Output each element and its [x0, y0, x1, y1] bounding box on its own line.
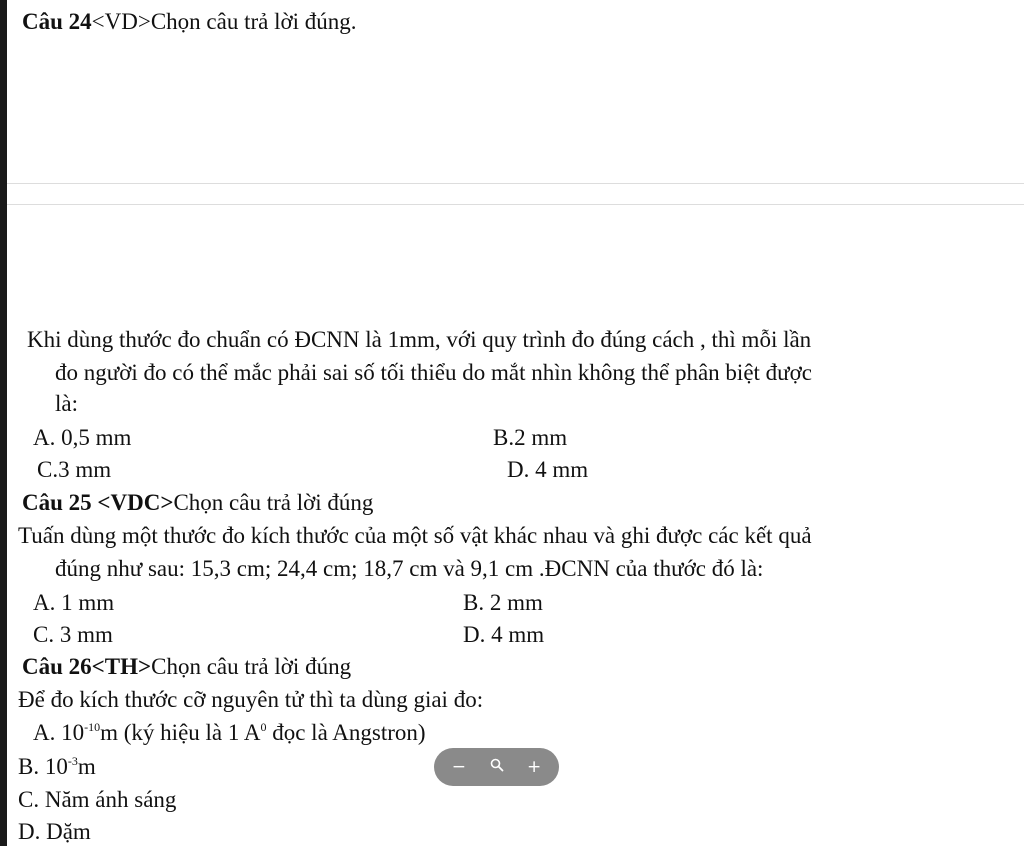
- q26-option-b-unit: m: [77, 754, 96, 779]
- q24-text-line-2: đo người đo có thể mắc phải sai số tối thiểu do mắt nhìn không thể phân biệt được: [55, 360, 813, 385]
- q26-option-a-power: [61, 720, 100, 745]
- q26-option-a-base: 10: [61, 720, 85, 745]
- magnifier-icon[interactable]: [490, 757, 504, 777]
- magnifier-icon-svg: [490, 758, 504, 772]
- zoom-in-button[interactable]: +: [527, 757, 542, 777]
- zoom-out-button[interactable]: −: [451, 757, 466, 777]
- q24-header: [22, 8, 357, 36]
- q26-option-c: C. Năm ánh sáng: [18, 787, 177, 812]
- q24-text-line-1: Khi dùng thước đo chuẩn có ĐCNN là 1mm, với quy trình đo đúng cách , thì mỗi lần: [27, 327, 812, 352]
- q25-option-d: D. 4 mm: [463, 622, 545, 647]
- left-window-edge: [0, 0, 7, 846]
- q26-option-b-prefix: B.: [18, 754, 40, 779]
- q26-option-a-angstrom-exponent: 0: [260, 720, 267, 734]
- q25-option-b: B. 2 mm: [463, 590, 543, 615]
- q24-instruction: <VD>Chọn câu trả lời đúng.: [91, 9, 357, 34]
- q26-option-d: D. Dặm: [18, 819, 91, 844]
- divider-bottom: [7, 204, 1024, 205]
- q25-header: [22, 489, 373, 517]
- q25-option-c: C. 3 mm: [33, 622, 113, 647]
- q26-option-b-exponent: -3: [67, 754, 78, 768]
- q24-text-line-3: là:: [55, 391, 78, 416]
- q26-option-b-base: 10: [44, 754, 68, 779]
- q25-text-line-2: đúng như sau: 15,3 cm; 24,4 cm; 18,7 cm và 9,1 cm .ĐCNN của thước đó là:: [55, 556, 764, 581]
- q26-number: Câu 26: [22, 654, 92, 679]
- q26-option-a-middle: m (ký hiệu là 1 A: [100, 720, 261, 745]
- divider-top: [7, 183, 1024, 184]
- q24-option-c: C.3 mm: [37, 457, 112, 482]
- q24-number: Câu 24: [22, 9, 92, 34]
- q24-option-b: B.2 mm: [493, 425, 568, 450]
- q25-instruction: Chọn câu trả lời đúng: [173, 490, 374, 515]
- q25-tag: <VDC>: [97, 490, 174, 515]
- q26-text-line-1: Để đo kích thước cỡ nguyên tử thì ta dùng giai đo:: [18, 687, 484, 712]
- q26-option-b: [18, 753, 96, 781]
- q26-option-a-exponent: -10: [84, 720, 101, 734]
- q26-option-a-end: đọc là Angstron): [266, 720, 426, 745]
- q25-text-line-1: Tuấn dùng một thước đo kích thước của một số vật khác nhau và ghi được các kết quả: [18, 523, 812, 548]
- q26-option-a-prefix: A.: [33, 720, 56, 745]
- q26-tag: <TH>: [91, 654, 152, 679]
- q26-header: [22, 653, 351, 681]
- q25-option-a: A. 1 mm: [33, 590, 115, 615]
- zoom-control: [434, 748, 559, 786]
- q24-option-a: A. 0,5 mm: [33, 425, 132, 450]
- q24-option-d: D. 4 mm: [507, 457, 589, 482]
- q26-option-a: [33, 719, 426, 747]
- q26-instruction: Chọn câu trả lời đúng: [151, 654, 352, 679]
- q25-number: Câu 25: [22, 490, 92, 515]
